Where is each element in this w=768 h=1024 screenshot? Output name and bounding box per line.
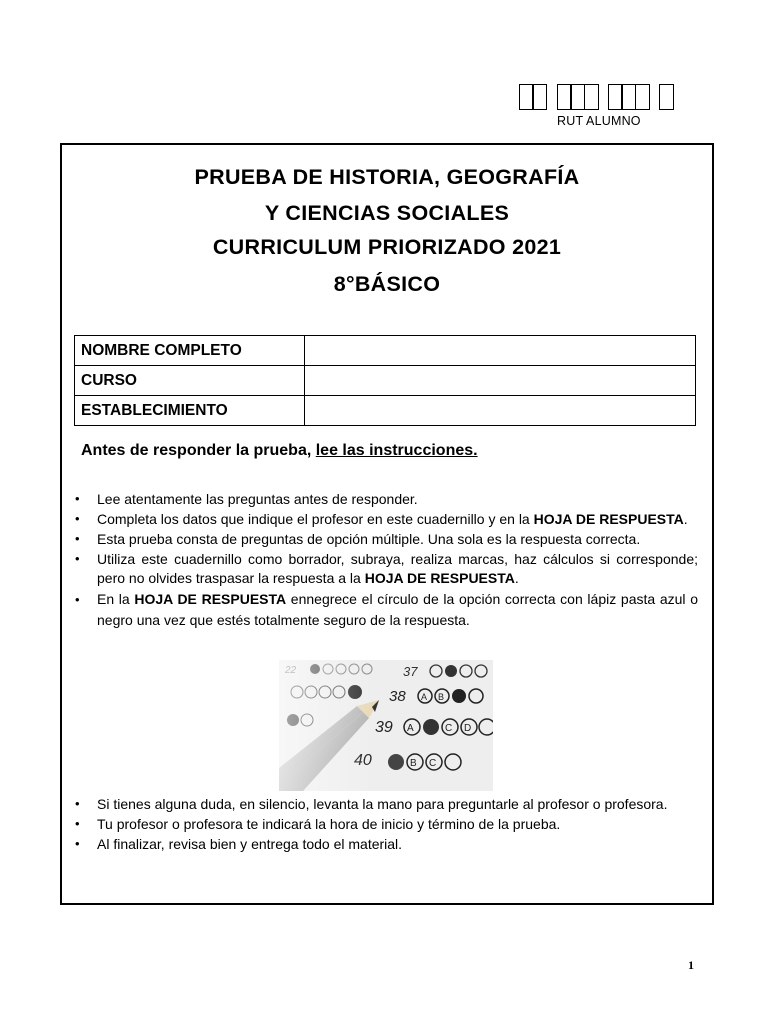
instruction-4-text: Utiliza este cuadernillo como borrador, subraya, realiza marcas, haz cálculos si corresponde; pero no olvides traspasar la respuesta a la [97,551,698,586]
instructions-intro [81,442,478,460]
list-item [70,510,698,529]
list-item [70,589,698,631]
answer-sheet-illustration [279,660,493,791]
instruction-7: Tu profesor o profesora te indicará la hora de inicio y término de la prueba. [97,816,561,832]
instruction-4-bold: HOJA DE RESPUESTA [364,569,515,586]
rut-group-3 [608,84,648,110]
instruction-5-bold: HOJA DE RESPUESTA [134,590,287,607]
exam-title-line-1: PRUEBA DE HISTORIA, GEOGRAFÍA [194,165,580,189]
rut-field [519,80,715,128]
instruction-2-bold: HOJA DE RESPUESTA [533,511,684,527]
instruction-1: Lee atentamente las preguntas antes de responder. [97,491,418,507]
rut-check-digit-box[interactable] [659,84,674,110]
list-item [70,550,698,587]
instructions-list-top [70,490,698,632]
exam-cover-frame [60,143,714,905]
instructions-list-bottom [70,795,698,855]
instruction-5-end: ennegrece el círculo de la opción correcta con lápiz pasta azul o negro una vez que estés totalmente seguro de la respuesta. [97,590,698,628]
list-item [70,815,698,834]
instruction-4-end: . [514,569,519,586]
full-name-label: NOMBRE COMPLETO [75,336,305,366]
rut-boxes [519,80,715,110]
school-field[interactable] [305,396,696,426]
list-item [70,530,698,549]
instruction-5-text: En la [97,590,135,607]
instruction-2-end: . [683,511,688,527]
answer-sheet-photo [279,660,493,791]
exam-title-line-2: Y CIENCIAS SOCIALES [264,201,510,225]
course-field[interactable] [305,366,696,396]
intro-text: Antes de responder la prueba, [81,442,316,459]
student-info-table [74,335,696,426]
table-row [75,366,696,396]
instruction-6: Si tienes alguna duda, en silencio, levanta la mano para preguntarle al profesor o profesora. [97,796,668,812]
list-item [70,795,698,814]
rut-digit-box[interactable] [635,84,650,110]
school-label: ESTABLECIMIENTO [75,396,305,426]
instruction-8: Al finalizar, revisa bien y entrega todo el material. [97,836,403,852]
exam-grade-level: 8°BÁSICO [333,272,441,296]
rut-group-dv [659,84,672,110]
rut-group-1 [519,84,546,110]
rut-label: RUT ALUMNO [557,114,641,128]
instruction-2-text: Completa los datos que indique el profesor en este cuadernillo y en la [97,511,534,527]
intro-emphasis: lee las instrucciones. [315,442,478,459]
rut-group-2 [557,84,597,110]
course-label: CURSO [75,366,305,396]
list-item [70,835,698,854]
exam-title-line-3: CURRICULUM PRIORIZADO 2021 [212,235,562,259]
page-number: 1 [688,958,694,972]
rut-digit-box[interactable] [584,84,599,110]
table-row [75,336,696,366]
full-name-field[interactable] [305,336,696,366]
table-row [75,396,696,426]
list-item [70,490,698,509]
instruction-3: Esta prueba consta de preguntas de opción múltiple. Una sola es la respuesta correcta. [97,531,641,547]
rut-digit-box[interactable] [532,84,547,110]
